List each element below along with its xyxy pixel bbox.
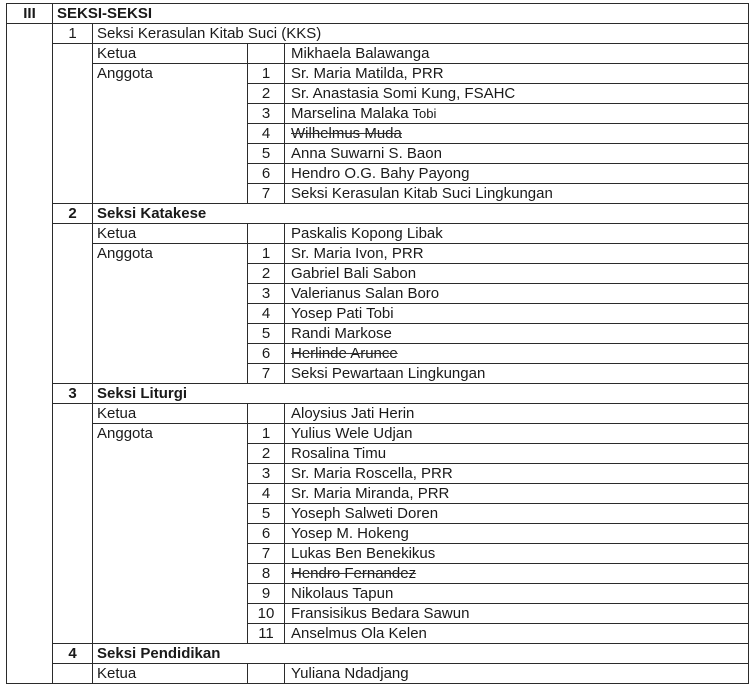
member-name-cell	[285, 124, 749, 144]
blank-cell	[7, 84, 53, 104]
blank-cell	[53, 84, 93, 104]
blank-cell	[93, 584, 248, 604]
blank-cell	[93, 364, 248, 384]
member-name: Sr. Anastasia Somi Kung, FSAHC	[291, 85, 516, 102]
ketua-label: Ketua	[93, 44, 248, 64]
member-row	[7, 164, 749, 184]
blank-cell	[53, 424, 93, 444]
member-number: 2	[248, 444, 285, 464]
member-number: 4	[248, 124, 285, 144]
member-row	[7, 464, 749, 484]
blank-cell	[93, 324, 248, 344]
member-number: 6	[248, 344, 285, 364]
blank-cell	[93, 524, 248, 544]
blank-cell	[7, 544, 53, 564]
blank-cell	[7, 144, 53, 164]
member-number: 1	[248, 424, 285, 444]
blank-cell	[93, 464, 248, 484]
subsection-title: Seksi Kerasulan Kitab Suci (KKS)	[93, 24, 749, 44]
blank-cell	[7, 244, 53, 264]
member-name-cell	[285, 584, 749, 604]
blank-cell	[93, 164, 248, 184]
blank-cell	[93, 624, 248, 644]
member-name-cell	[285, 324, 749, 344]
blank-cell	[7, 564, 53, 584]
member-name: Anna Suwarni S. Baon	[291, 145, 442, 162]
member-row	[7, 244, 749, 264]
blank-cell	[53, 584, 93, 604]
ketua-row	[7, 44, 749, 64]
member-name: Yoseph Salweti Doren	[291, 505, 439, 522]
blank-cell	[93, 344, 248, 364]
subsection-number: 4	[53, 644, 93, 664]
blank-cell	[53, 404, 93, 424]
blank-cell	[53, 144, 93, 164]
member-row	[7, 184, 749, 204]
ketua-label: Ketua	[93, 224, 248, 244]
org-structure-table	[6, 3, 749, 684]
table-body	[7, 4, 749, 684]
ketua-label: Ketua	[93, 404, 248, 424]
blank-cell	[53, 184, 93, 204]
blank-cell	[7, 644, 53, 664]
member-name-cell	[285, 144, 749, 164]
member-number: 4	[248, 304, 285, 324]
member-name: Wilhelmus Muda	[291, 125, 402, 142]
subsection-title: Seksi Katakese	[93, 204, 749, 224]
subsection-number: 3	[53, 384, 93, 404]
blank-cell	[7, 384, 53, 404]
member-row	[7, 484, 749, 504]
blank-cell	[53, 124, 93, 144]
member-row	[7, 284, 749, 304]
blank-cell	[7, 124, 53, 144]
member-row	[7, 604, 749, 624]
blank-cell	[93, 504, 248, 524]
blank-cell	[53, 244, 93, 264]
ketua-name: Yuliana Ndadjang	[285, 664, 749, 684]
member-name-cell	[285, 484, 749, 504]
blank-cell	[7, 364, 53, 384]
anggota-label: Anggota	[93, 424, 248, 444]
ketua-row	[7, 664, 749, 684]
member-name: Lukas Ben Benekikus	[291, 545, 436, 562]
blank-cell	[93, 264, 248, 284]
member-row	[7, 264, 749, 284]
member-number: 6	[248, 524, 285, 544]
subsection-number: 2	[53, 204, 93, 224]
blank-cell	[53, 104, 93, 124]
member-name: Randi Markose	[291, 325, 392, 342]
blank-cell	[53, 284, 93, 304]
member-row	[7, 304, 749, 324]
blank-cell	[7, 584, 53, 604]
member-number: 11	[248, 624, 285, 644]
member-name-cell	[285, 464, 749, 484]
subsection-title-row	[7, 644, 749, 664]
member-number: 7	[248, 184, 285, 204]
member-name: Fransisikus Bedara Sawun	[291, 605, 470, 622]
blank-cell	[53, 544, 93, 564]
member-number: 3	[248, 284, 285, 304]
blank-cell	[93, 544, 248, 564]
member-number: 10	[248, 604, 285, 624]
member-row	[7, 524, 749, 544]
blank-cell	[53, 504, 93, 524]
member-row	[7, 144, 749, 164]
ketua-name: Mikhaela Balawanga	[285, 44, 749, 64]
blank-cell	[53, 524, 93, 544]
ketua-row	[7, 224, 749, 244]
member-name-cell	[285, 164, 749, 184]
member-name: Sr. Maria Roscella, PRR	[291, 465, 453, 482]
blank-cell	[7, 464, 53, 484]
blank-cell	[7, 484, 53, 504]
blank-cell	[53, 624, 93, 644]
blank-cell	[7, 304, 53, 324]
subsection-number: 1	[53, 24, 93, 44]
blank-cell	[53, 44, 93, 64]
blank-cell	[7, 624, 53, 644]
section-header-row	[7, 4, 749, 24]
member-number: 5	[248, 504, 285, 524]
blank-cell	[53, 64, 93, 84]
blank-cell	[7, 164, 53, 184]
member-name-cell	[285, 524, 749, 544]
member-row	[7, 364, 749, 384]
ketua-name: Aloysius Jati Herin	[285, 404, 749, 424]
member-name: Marselina Malaka	[291, 105, 409, 122]
blank-cell	[7, 184, 53, 204]
member-name: Sr. Maria Matilda, PRR	[291, 65, 444, 82]
blank-cell	[93, 304, 248, 324]
blank-cell	[7, 264, 53, 284]
member-number: 5	[248, 324, 285, 344]
blank-number-cell	[248, 404, 285, 424]
member-name-cell	[285, 64, 749, 84]
member-number: 5	[248, 144, 285, 164]
blank-cell	[7, 104, 53, 124]
member-name: Herlinde Arunce	[291, 345, 398, 362]
member-number: 6	[248, 164, 285, 184]
member-name: Yosep Pati Tobi	[291, 305, 394, 322]
member-number: 7	[248, 544, 285, 564]
member-name: Rosalina Timu	[291, 445, 387, 462]
blank-number-cell	[248, 224, 285, 244]
member-number: 9	[248, 584, 285, 604]
blank-cell	[7, 604, 53, 624]
member-number: 8	[248, 564, 285, 584]
member-row	[7, 444, 749, 464]
blank-cell	[93, 444, 248, 464]
blank-cell	[7, 284, 53, 304]
member-row	[7, 64, 749, 84]
member-row	[7, 84, 749, 104]
subsection-title: Seksi Pendidikan	[93, 644, 749, 664]
member-name: Gabriel Bali Sabon	[291, 265, 417, 282]
blank-cell	[7, 44, 53, 64]
blank-cell	[7, 404, 53, 424]
blank-cell	[53, 464, 93, 484]
subsection-title: Seksi Liturgi	[93, 384, 749, 404]
member-row	[7, 624, 749, 644]
member-name-suffix: Tobi	[412, 106, 437, 121]
blank-cell	[93, 564, 248, 584]
ketua-row	[7, 404, 749, 424]
member-row	[7, 584, 749, 604]
member-name: Yulius Wele Udjan	[291, 425, 413, 442]
blank-cell	[53, 484, 93, 504]
blank-cell	[93, 284, 248, 304]
blank-cell	[93, 184, 248, 204]
member-name-cell	[285, 604, 749, 624]
member-number: 3	[248, 104, 285, 124]
subsection-title-row	[7, 204, 749, 224]
blank-cell	[53, 364, 93, 384]
member-name: Valerianus Salan Boro	[291, 285, 440, 302]
member-row	[7, 564, 749, 584]
blank-cell	[7, 344, 53, 364]
member-name-cell	[285, 424, 749, 444]
blank-cell	[93, 604, 248, 624]
member-name-cell	[285, 244, 749, 264]
blank-cell	[7, 204, 53, 224]
member-name-cell	[285, 544, 749, 564]
member-number: 7	[248, 364, 285, 384]
blank-cell	[53, 564, 93, 584]
member-name-cell	[285, 84, 749, 104]
member-row	[7, 324, 749, 344]
blank-cell	[7, 444, 53, 464]
member-name-cell	[285, 264, 749, 284]
blank-cell	[53, 164, 93, 184]
anggota-label: Anggota	[93, 244, 248, 264]
member-row	[7, 504, 749, 524]
anggota-label: Anggota	[93, 64, 248, 84]
member-name: Seksi Pewartaan Lingkungan	[291, 365, 486, 382]
blank-cell	[7, 524, 53, 544]
member-name-cell	[285, 184, 749, 204]
blank-cell	[7, 64, 53, 84]
blank-cell	[53, 444, 93, 464]
member-number: 2	[248, 84, 285, 104]
member-number: 1	[248, 244, 285, 264]
member-name-cell	[285, 624, 749, 644]
blank-cell	[93, 84, 248, 104]
member-row	[7, 424, 749, 444]
blank-cell	[53, 264, 93, 284]
member-row	[7, 104, 749, 124]
member-number: 1	[248, 64, 285, 84]
blank-cell	[53, 604, 93, 624]
blank-cell	[53, 224, 93, 244]
member-name: Yosep M. Hokeng	[291, 525, 409, 542]
member-name-cell	[285, 104, 749, 124]
member-name: Sr. Maria Ivon, PRR	[291, 245, 424, 262]
ketua-label: Ketua	[93, 664, 248, 684]
blank-cell	[7, 224, 53, 244]
member-number: 2	[248, 264, 285, 284]
blank-cell	[7, 24, 53, 44]
blank-cell	[7, 324, 53, 344]
member-row	[7, 344, 749, 364]
member-name: Hendro O.G. Bahy Payong	[291, 165, 470, 182]
subsection-title-row	[7, 24, 749, 44]
blank-cell	[53, 344, 93, 364]
blank-cell	[93, 144, 248, 164]
blank-cell	[7, 504, 53, 524]
member-name-cell	[285, 564, 749, 584]
ketua-name: Paskalis Kopong Libak	[285, 224, 749, 244]
member-name: Seksi Kerasulan Kitab Suci Lingkungan	[291, 185, 553, 202]
member-name-cell	[285, 504, 749, 524]
blank-number-cell	[248, 44, 285, 64]
blank-cell	[53, 304, 93, 324]
member-name-cell	[285, 344, 749, 364]
blank-cell	[93, 124, 248, 144]
member-name: Anselmus Ola Kelen	[291, 625, 427, 642]
blank-cell	[93, 104, 248, 124]
member-name: Sr. Maria Miranda, PRR	[291, 485, 450, 502]
subsection-title-row	[7, 384, 749, 404]
member-name-cell	[285, 304, 749, 324]
blank-cell	[93, 484, 248, 504]
member-name-cell	[285, 444, 749, 464]
section-roman-numeral: III	[7, 4, 53, 24]
blank-cell	[7, 664, 53, 684]
member-row	[7, 124, 749, 144]
blank-cell	[7, 424, 53, 444]
member-number: 4	[248, 484, 285, 504]
blank-number-cell	[248, 664, 285, 684]
blank-cell	[53, 324, 93, 344]
blank-cell	[53, 664, 93, 684]
member-row	[7, 544, 749, 564]
member-number: 3	[248, 464, 285, 484]
section-title: SEKSI-SEKSI	[53, 4, 749, 24]
member-name: Hendro Fernandez	[291, 565, 417, 582]
member-name: Nikolaus Tapun	[291, 585, 394, 602]
member-name-cell	[285, 284, 749, 304]
member-name-cell	[285, 364, 749, 384]
